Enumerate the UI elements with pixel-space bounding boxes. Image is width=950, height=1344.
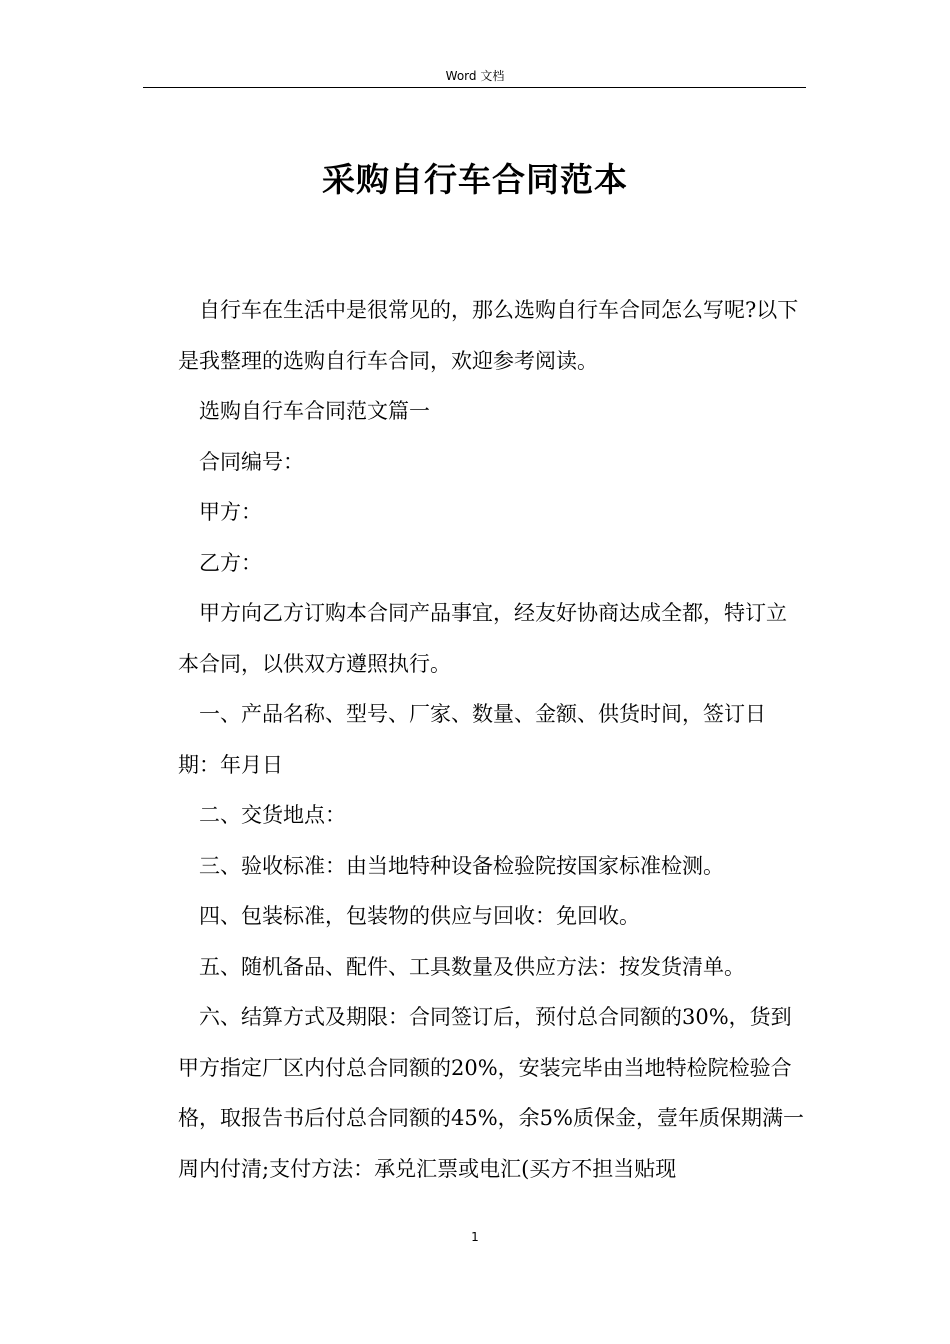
- paragraph-clause-3: 三、验收标准：由当地特种设备检验院按国家标准检测。: [199, 853, 724, 878]
- document-body: [178, 285, 804, 1194]
- page-header: Word 文档: [445, 69, 505, 83]
- paragraph-intro: 自行车在生活中是很常见的，那么选购自行车合同怎么写呢?以下是我整理的选购自行车合同，欢迎参考阅读。: [178, 298, 799, 373]
- header-divider: [143, 87, 806, 88]
- paragraph-party-a: 甲方：: [199, 500, 262, 524]
- paragraph-agreement: 甲方向乙方订购本合同产品事宜，经友好协商达成全都，特订立本合同，以供双方遵照执行。: [178, 601, 787, 676]
- paragraph-clause-1: 一、产品名称、型号、厂家、数量、金额、供货时间，签订日期：年月日: [178, 702, 766, 777]
- paragraph-contract-number: 合同编号：: [199, 449, 304, 474]
- paragraph-clause-2: 二、交货地点：: [199, 803, 346, 827]
- paragraph-clause-6: 六、结算方式及期限：合同签订后，预付总合同额的30%，货到甲方指定厂区内付总合同额的20%，安装完毕由当地特检院检验合格，取报告书后付总合同额的45%，余5%质保金，壹年质保期满一周内付清;支付方法：承兑汇票或电汇(买方不担当贴现: [178, 1005, 804, 1181]
- page-number: 1: [471, 1230, 479, 1244]
- paragraph-section-title: 选购自行车合同范文篇一: [199, 399, 430, 423]
- document-title: 采购自行车合同范本: [322, 160, 628, 199]
- paragraph-clause-5: 五、随机备品、配件、工具数量及供应方法：按发货清单。: [199, 954, 745, 979]
- paragraph-clause-4: 四、包装标准，包装物的供应与回收：免回收。: [199, 904, 640, 928]
- paragraph-party-b: 乙方：: [199, 550, 262, 575]
